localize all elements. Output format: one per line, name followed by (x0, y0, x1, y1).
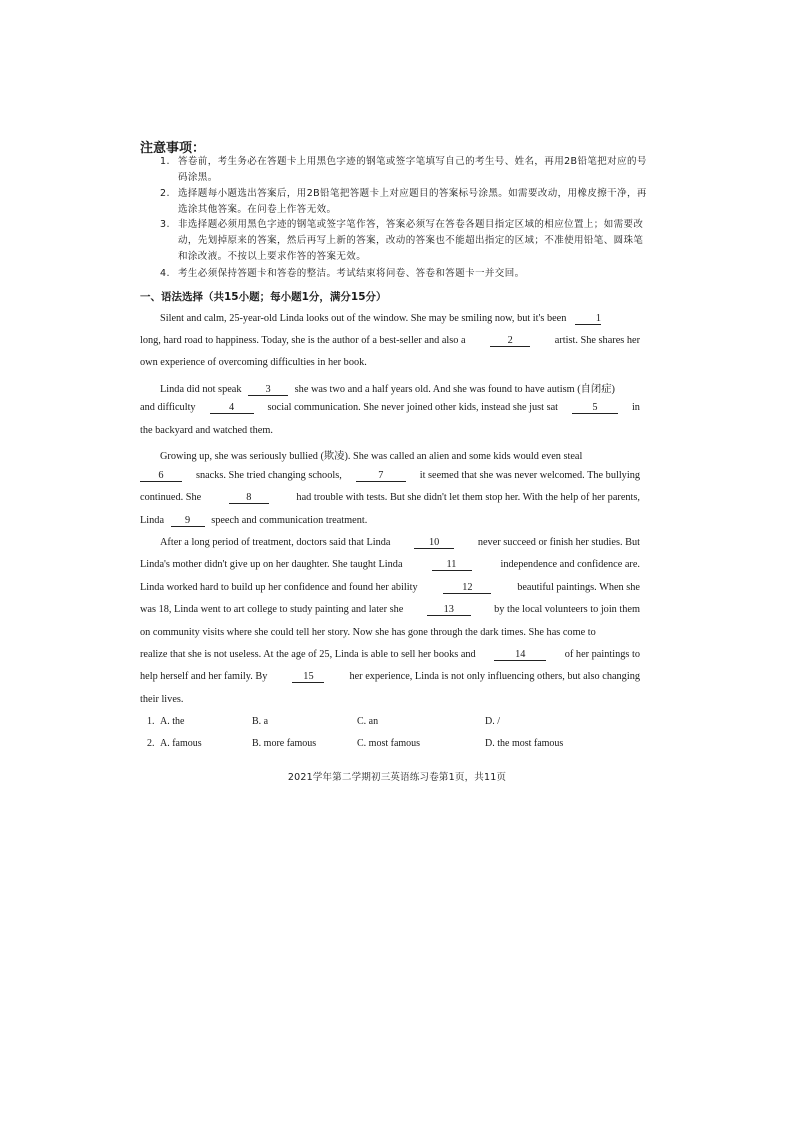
passage-text: realize that she is not useless. At the age of 25, Linda is able to sell her books and (140, 649, 476, 660)
passage-line (140, 671, 640, 683)
option-a: A. the (160, 716, 185, 727)
passage-line (140, 313, 640, 325)
passage-line (140, 537, 640, 549)
blank-13: 13 (427, 604, 471, 616)
blank-15: 15 (292, 671, 324, 683)
blank-11: 11 (432, 559, 472, 571)
passage-text: never succeed or finish her studies. But (477, 537, 640, 548)
option-b: B. a (252, 716, 269, 727)
passage-text: she was two and a half years old. And she was found to have autism (自闭症) (294, 384, 615, 395)
note-item-4 (160, 266, 650, 282)
passage-text: own experience of overcoming difficulties in her book. (140, 357, 367, 368)
passage-text: had trouble with tests. But she didn't let them stop her. With the help of her parents, (296, 492, 640, 503)
passage-line (140, 402, 640, 414)
passage-text: her experience, Linda is not only influencing others, but also changing (349, 671, 640, 682)
option-d: D. / (485, 716, 500, 727)
blank-14: 14 (494, 649, 546, 661)
option-c: C. most famous (357, 738, 421, 749)
passage-line (140, 380, 640, 396)
note-item-3 (160, 217, 650, 265)
option-question-number: 1. (147, 716, 155, 727)
note-text: 选择题每小题选出答案后，用2B铅笔把答题卡上对应题目的答案标号涂黑。如需要改动，用橡皮擦干净，再选涂其他答案。在问卷上作答无效。 (178, 188, 647, 215)
passage-text: long, hard road to happiness. Today, she is the author of a best-seller and also a (140, 335, 466, 346)
passage-line (140, 627, 640, 638)
passage-text: artist. She shares her (554, 335, 640, 346)
note-number: 4. (160, 268, 170, 279)
passage-text: continued. She (140, 492, 202, 503)
passage-text: by the local volunteers to join them (494, 604, 640, 615)
passage-line (140, 425, 640, 436)
note-text: 考生必须保持答题卡和答卷的整洁。考试结束将问卷、答卷和答题卡一并交回。 (178, 268, 525, 279)
passage-line (140, 649, 640, 661)
passage-line (140, 335, 640, 347)
passage-text: Growing up, she was seriously bullied (欺凌). She was called an alien and some kids would even steal (160, 451, 583, 462)
note-item-2 (160, 186, 650, 218)
passage-text: and difficulty (140, 402, 196, 413)
option-c: C. an (357, 716, 379, 727)
note-number: 2. (160, 188, 170, 199)
passage-text: it seemed that she was never welcomed. The bullying (419, 470, 640, 481)
passage-line (140, 694, 640, 705)
blank-4: 4 (210, 402, 254, 414)
passage-text: After a long period of treatment, doctors said that Linda (160, 537, 391, 548)
option-question-number: 2. (147, 738, 155, 749)
blank-7: 7 (356, 470, 406, 482)
passage-text: speech and communication treatment. (211, 515, 368, 526)
passage-text: on community visits where she could tell her story. Now she has gone through the dark times. She has come to (140, 627, 596, 638)
option-a: A. famous (160, 738, 202, 749)
passage-text: was 18, Linda went to art college to study painting and later she (140, 604, 404, 615)
passage-text: Linda (140, 515, 165, 526)
blank-2: 2 (490, 335, 530, 347)
option-b: B. more famous (252, 738, 317, 749)
passage-text: their lives. (140, 694, 184, 705)
passage-text: Silent and calm, 25-year-old Linda looks out of the window. She may be smiling now, but it's been (160, 313, 567, 324)
blank-3: 3 (248, 384, 288, 396)
note-text: 非选择题必须用黑色字迹的钢笔或签字笔作答，答案必须写在答卷各题目指定区域的相应位置上；如需要改动，先划掉原来的答案，然后再写上新的答案，改动的答案也不能超出指定的区域；不准使用铅笔、圆珠笔和涂改液。不按以上要求作答的答案无效。 (178, 219, 644, 262)
passage-text: Linda's mother didn't give up on her daughter. She taught Linda (140, 559, 403, 570)
passage-line (140, 357, 640, 368)
blank-10: 10 (414, 537, 454, 549)
blank-6: 6 (140, 470, 182, 482)
blank-8: 8 (229, 492, 269, 504)
passage-line (140, 559, 640, 571)
note-number: 1. (160, 156, 170, 167)
note-text: 答卷前，考生务必在答题卡上用黑色字迹的钢笔或签字笔填写自己的考生号、姓名，再用2B铅笔把对应的号码涂黑。 (178, 156, 647, 183)
passage-line (140, 582, 640, 594)
passage-line (140, 604, 640, 616)
passage-line (140, 447, 640, 462)
note-item-1 (160, 154, 650, 186)
option-d: D. the most famous (485, 738, 564, 749)
passage-text: social communication. She never joined other kids, instead she just sat (267, 402, 559, 413)
page-footer: 2021学年第二学期初三英语练习卷第1页，共11页 (287, 772, 507, 783)
blank-5: 5 (572, 402, 618, 414)
blank-1: 1 (575, 313, 601, 325)
passage-text: independence and confidence are. (500, 559, 640, 570)
passage-text: beautiful paintings. When she (517, 582, 640, 593)
passage-text: Linda worked hard to build up her confidence and found her ability (140, 582, 418, 593)
passage-text: of her paintings to (564, 649, 640, 660)
notes-title: 注意事项： (140, 141, 206, 156)
passage-text: the backyard and watched them. (140, 425, 273, 436)
passage-line (140, 492, 640, 504)
passage-line (140, 515, 640, 527)
section-title: 一、语法选择（共15小题；每小题1分，满分15分） (140, 291, 387, 303)
blank-9: 9 (171, 515, 205, 527)
passage-line (140, 470, 640, 482)
blank-12: 12 (443, 582, 491, 594)
note-number: 3. (160, 219, 170, 230)
passage-text: in (631, 402, 640, 413)
passage-text: Linda did not speak (160, 384, 242, 395)
passage-text: help herself and her family. By (140, 671, 268, 682)
passage-text: snacks. She tried changing schools, (195, 470, 342, 481)
